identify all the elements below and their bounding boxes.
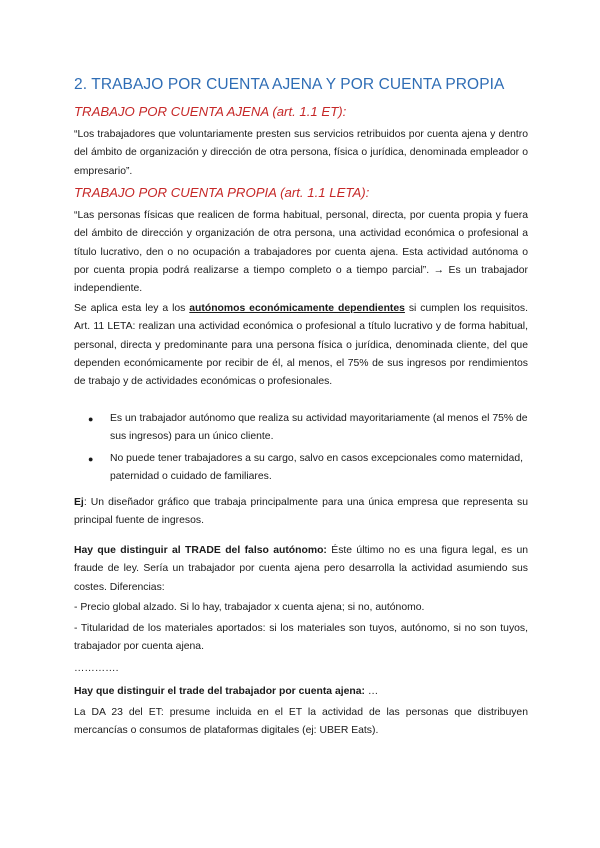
example-label: Ej	[74, 497, 84, 508]
difference-2: - Titularidad de los materiales aportados: si los materiales son tuyos, autónomo, si no son tuyos, trabajador por cuenta ajena.	[74, 623, 528, 653]
quote-cuenta-propia: “Las personas físicas que realicen de forma habitual, personal, directa, por cuenta propia y fuera del ámbito de dirección y organización de otra persona, una actividad económica o profesional a título lucrativo, den o no ocupación a trabajadores por cuenta ajena. Esta actividad autónoma o por cuenta propia podrá realizarse a tiempo completo o a tiempo parcial”. → Es un trabajador independiente.	[74, 210, 528, 295]
example-paragraph	[74, 494, 528, 531]
list-item: ● No puede tener trabajadores a su cargo, salvo en casos excepcionales como maternidad, paternidad o cuidado de familiares.	[88, 450, 528, 487]
ajena-vs-tail: …	[365, 686, 379, 697]
trade-link-term: autónomos económicamente dependientes	[189, 303, 405, 314]
trade-bullet-list	[88, 410, 528, 489]
heading-cuenta-propia: TRABAJO POR CUENTA PROPIA (art. 1.1 LETA):	[74, 185, 370, 200]
da23-paragraph: La DA 23 del ET: presume incluida en el ET la actividad de las personas que distribuyen mercancías o consumos de plataformas digitales (ej: UBER Eats).	[74, 707, 528, 737]
section-title: 2. TRABAJO POR CUENTA AJENA Y POR CUENTA PROPIA	[74, 76, 505, 93]
example-text: : Un diseñador gráfico que trabaja principalmente para una única empresa que representa su principal fuente de ingresos.	[74, 497, 528, 527]
trade-intro-post: si cumplen los requisitos. Art. 11 LETA: realizan una actividad económica o profesional a título lucrativo y de forma habitual, personal, directa y predominante para una persona física o jurídica, denominada cliente, del que dependen económicamente por recibir de él, al menos, el 75% de sus ingresos por rendimientos de trabajo y de actividades económicas o profesionales.	[74, 303, 528, 388]
ajena-vs-lead: Hay que distinguir el trade del trabajador por cuenta ajena:	[74, 686, 366, 697]
heading-cuenta-ajena: TRABAJO POR CUENTA AJENA (art. 1.1 ET):	[74, 104, 347, 119]
quote-cuenta-ajena: “Los trabajadores que voluntariamente presten sus servicios retribuidos por cuenta ajena y dentro del ámbito de organización y dirección de otra persona, física o jurídica, denominada empleador o empresario”.	[74, 129, 528, 177]
list-item: ● Es un trabajador autónomo que realiza su actividad mayoritariamente (al menos el 75% de sus ingresos) para un único cliente.	[88, 410, 528, 447]
difference-1: - Precio global alzado. Si lo hay, trabajador x cuenta ajena; si no, autónomo.	[74, 602, 425, 613]
falso-lead: Hay que distinguir al TRADE del falso autónomo:	[74, 545, 327, 556]
trade-intro-pre: Se aplica esta ley a los	[74, 303, 190, 314]
ajena-vs-trade-line	[74, 683, 528, 701]
trade-paragraph	[74, 300, 528, 391]
falso-text: Éste último no es una figura legal, es un fraude de ley. Sería un trabajador por cuenta ajena pero desarrolla la actividad asumiendo sus costes. Diferencias:	[74, 545, 528, 593]
ellipsis-line: ………….	[74, 663, 119, 674]
falso-autonomo-paragraph	[74, 542, 528, 597]
